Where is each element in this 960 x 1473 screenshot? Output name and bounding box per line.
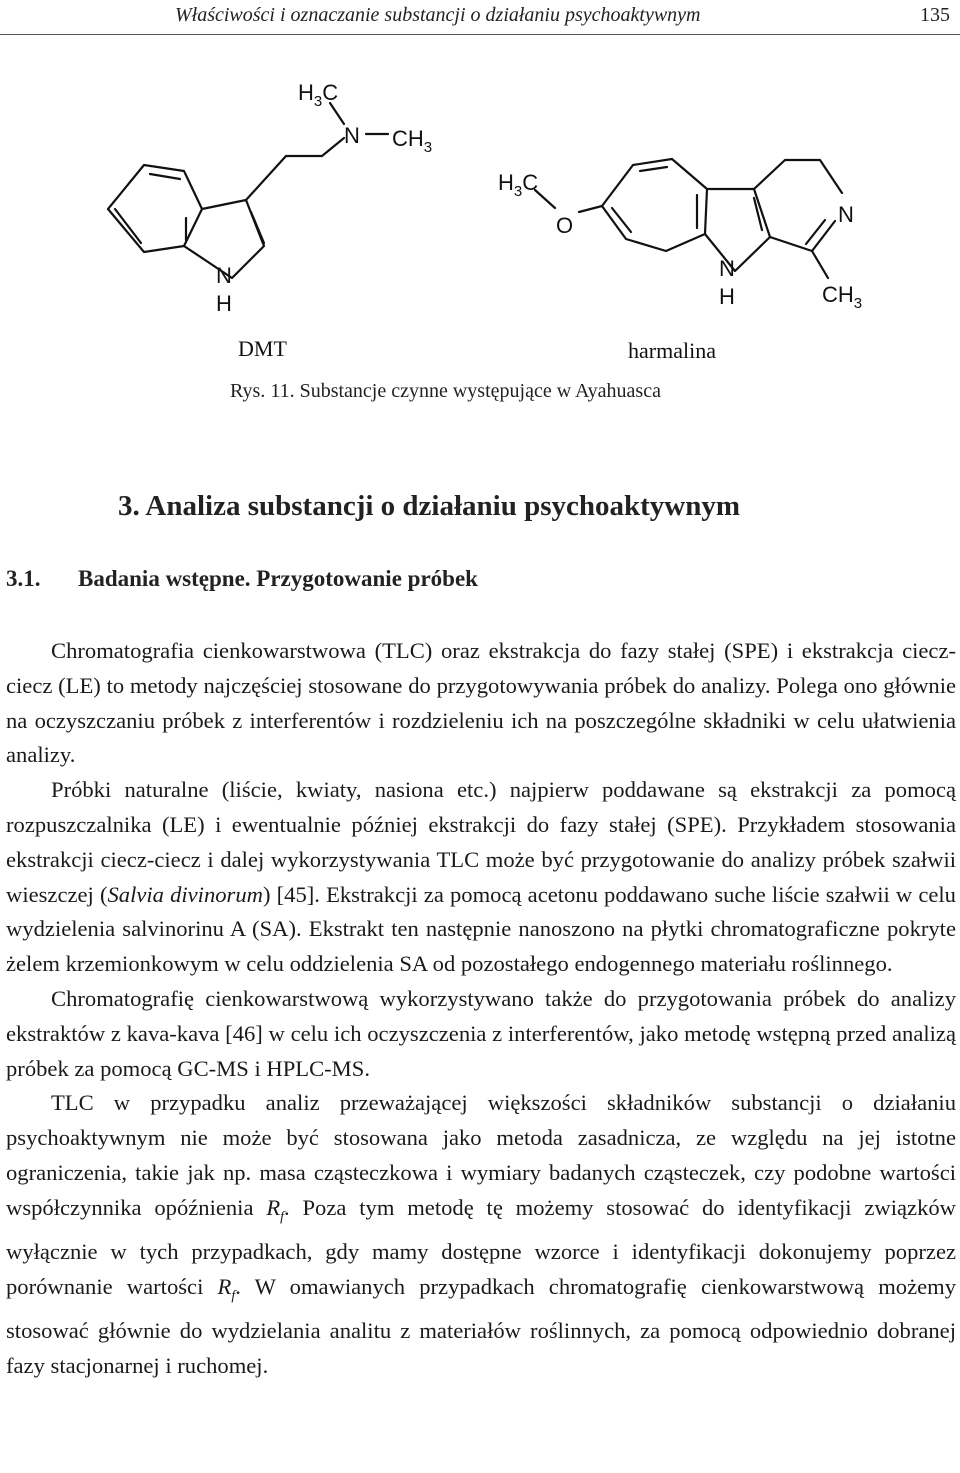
figure-chemical-structures — [0, 40, 960, 410]
paragraph-2-part-a: Próbki naturalne (liście, kwiaty, nasiona etc.) najpierw poddawane są ekstrakcji za pomocą rozpuszczalnika (LE) i ewentualnie później ekstrakcji do fazy stałej (SPE). Przykładem stosowania ekstrakcji ciecz-ciecz i dalej wykorzystywania TLC może być przygotowanie do analizy próbek szałwii wieszczej ( — [6, 777, 956, 907]
harmaline-benzene-ring — [602, 159, 707, 251]
paragraph-2-part-b: ) [45]. Ekstrakcji za pomocą acetonu poddawano suche liście szałwii w celu wydzielenia salvinorinu A (SA). Ekstrakt ten następnie nanoszono na płytki chromatograficzne pokryte żelem krzemionkowym w celu oddzielenia SA od pozostałego endogennego materiału roślinnego. — [6, 881, 956, 977]
dmt-ch3-label: $CH_3$ — [392, 126, 433, 156]
dmt-n-ring-label: N — [216, 263, 232, 288]
body-text — [6, 634, 956, 1384]
rf-symbol: $R_f$ — [266, 1194, 285, 1225]
running-header-title: Właściwości i oznaczanie substancji o działaniu psychoaktywnym — [175, 4, 701, 26]
paragraph-1: Chromatografia cienkowarstwowa (TLC) oraz ekstrakcja do fazy stałej (SPE) i ekstrakcja ciecz-ciecz (LE) to metody najczęściej stosowane do przygotowywania próbek do analizy. Polega ono głównie na oczyszczaniu próbek z interferentów i rozdzieleniu ich na poszczególne składniki w celu ułatwienia analizy. — [6, 638, 956, 768]
paragraph-4-part-b: . Poza tym metodę tę możemy stosować do identyfikacji związków wyłącznie w tych przypadkach, gdy mamy dostępne wzorce i identyfikacji dokonujemy poprzez porównanie wartości — [6, 1194, 956, 1299]
harmaline-h-ring-label: H — [719, 284, 735, 309]
harmaline-structure — [535, 159, 842, 278]
subsection-number: 3.1. — [6, 566, 41, 591]
paragraph-4 — [6, 1086, 956, 1383]
running-header — [0, 0, 960, 36]
dmt-side-chain — [246, 138, 344, 200]
structures-drawing — [0, 40, 960, 410]
subsection-heading — [6, 566, 478, 592]
harmaline-name: harmalina — [628, 338, 716, 363]
harmaline-n-pyridine-label: N — [838, 202, 854, 227]
figure-caption: Rys. 11. Substancje czynne występujące w Ayahuasca — [230, 380, 661, 402]
paragraph-4-part-a: TLC w przypadku analiz przeważającej większości składników substancji o działaniu psychoaktywnym nie może być stosowana jako metoda zasadnicza, ze względu na jej istotne ograniczenia, takie jak np. masa cząsteczkowa i wymiary badanych cząsteczek, czy podobne wartości współczynnika opóźnienia — [6, 1090, 956, 1220]
rf-symbol: $R_f$ — [217, 1273, 236, 1304]
harmaline-ch3-label: $CH_3$ — [822, 282, 863, 312]
paragraph-2 — [6, 773, 956, 982]
subsection-title: Badania wstępne. Przygotowanie próbek — [78, 566, 478, 591]
paragraph-3: Chromatografię cienkowarstwową wykorzystywano także do przygotowania próbek do analizy ekstraktów z kava-kava [46] w celu ich oczyszczenia z interferentów, jako metodę wstępną przed analizą próbek za pomocą GC-MS i HPLC-MS. — [6, 985, 956, 1081]
dmt-h-ring-label: H — [216, 291, 232, 316]
dmt-n-amine-label: N — [344, 123, 360, 148]
species-name: Salvia divinorum — [107, 881, 263, 907]
paragraph-4-part-c: . W omawianych przypadkach chromatografię cienkowarstwową możemy stosować głównie do wydzielania analitu z materiałów roślinnych, za pomocą odpowiednio dobranej fazy stacjonarnej i ruchomej. — [6, 1273, 957, 1378]
harmaline-h3c-label: $H_3C$ — [498, 170, 539, 200]
header-rule — [0, 34, 960, 35]
dmt-h3c-label: $H_3C$ — [298, 80, 339, 110]
dmt-name: DMT — [238, 336, 287, 361]
harmaline-pyrrole-ring — [705, 189, 770, 271]
harmaline-dihydropyridine — [754, 160, 842, 193]
dmt-benzene-ring — [108, 165, 202, 252]
harmaline-o-label: O — [556, 213, 574, 238]
section-title: 3. Analiza substancji o działaniu psychoaktywnym — [118, 490, 741, 522]
page-number: 135 — [920, 4, 950, 26]
harmaline-n-ring-label: N — [719, 256, 735, 281]
